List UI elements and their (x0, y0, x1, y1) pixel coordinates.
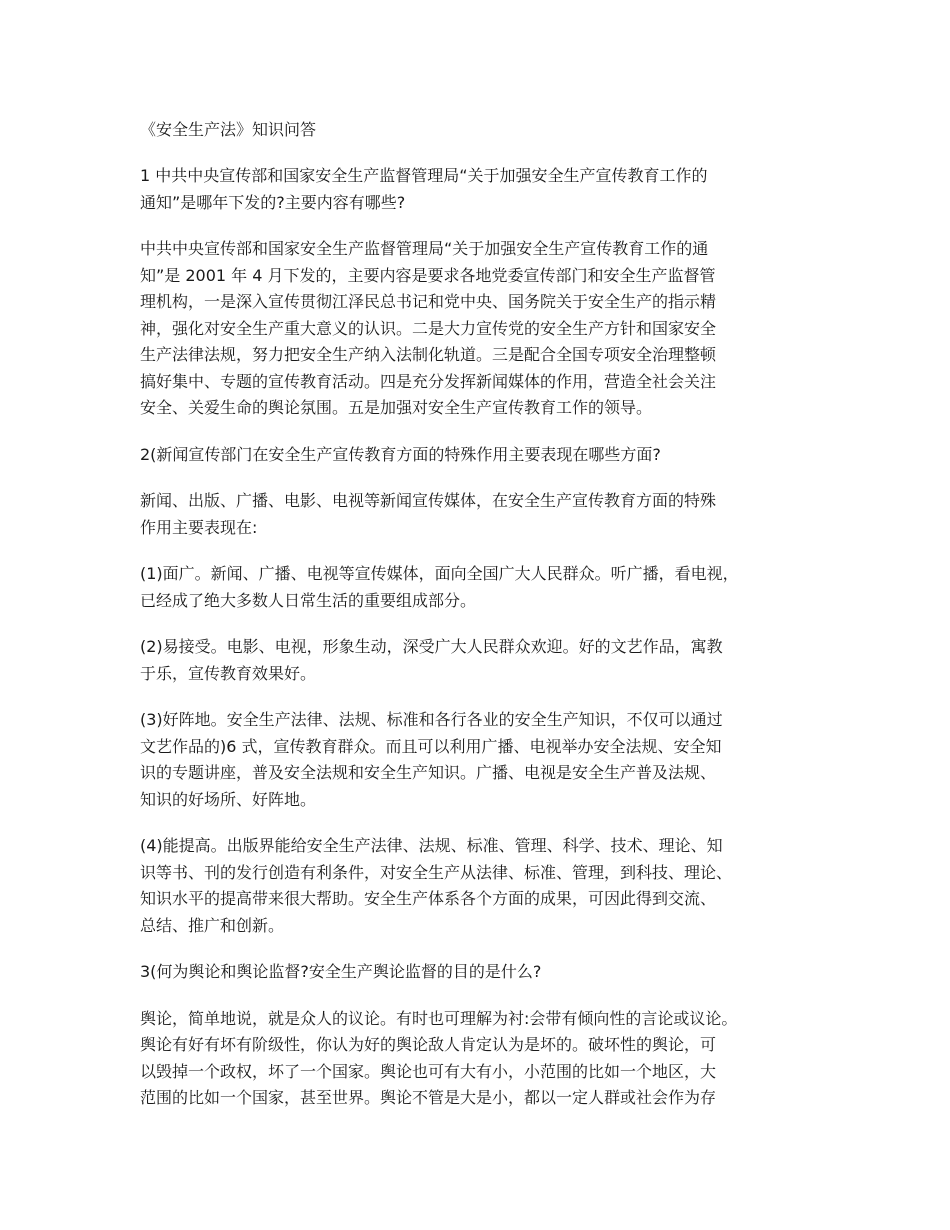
text-line: 已经成了绝大多数人日常生活的重要组成部分。 (140, 590, 477, 610)
text-line: 1 中共中央宣传部和国家安全生产监督管理局“关于加强安全生产宣传教育工作的 (140, 166, 708, 185)
text-line: 作用主要表现在: (140, 517, 258, 537)
text-line: 知识水平的提高带来很大帮助。安全生产体系各个方面的成果，可因此得到交流、 (140, 889, 717, 908)
text-line: (2)易接受。电影、电视，形象生动，深受广大人民群众欢迎。好的文艺作品，寓教 (140, 637, 723, 656)
text-line: 中共中央宣传部和国家安全生产监督管理局“关于加强安全生产宣传教育工作的通 (140, 239, 709, 258)
text-line: 3(何为舆论和舆论监督?安全生产舆论监督的目的是什么? (140, 962, 542, 981)
text-line: 理机构，一是深入宣传贯彻江泽民总书记和党中央、国务院关于安全生产的指示精 (140, 292, 717, 311)
text-line: 知识的好场所、好阵地。 (140, 789, 317, 809)
text-line: 识的专题讲座，普及安全法规和安全生产知识。广播、电视是安全生产普及法规、 (140, 763, 717, 782)
text-line: 范围的比如一个国家，甚至世界。舆论不管是大是小，都以一定人群或社会作为存 (140, 1088, 717, 1107)
text-line: 安全、关爱生命的舆论氛围。五是加强对安全生产宣传教育工作的领导。 (140, 398, 653, 417)
question-3 (140, 959, 830, 986)
answer-2-point-4 (140, 833, 830, 939)
text-line: 搞好集中、专题的宣传教育活动。四是充分发挥新闻媒体的作用，营造全社会关注 (140, 371, 717, 391)
document-title: 《安全生产法》知识问答 (140, 120, 317, 139)
question-1 (140, 163, 830, 216)
text-line: 新闻、出版、广播、电影、电视等新闻宣传媒体，在安全生产宣传教育方面的特殊 (140, 491, 717, 510)
text-line: 通知”是哪年下发的?主要内容有哪些? (140, 192, 406, 212)
text-line: (1)面广。新闻、广播、电视等宣传媒体，面向全国广大人民群众。听广播，看电视， (140, 564, 739, 583)
text-line: (3)好阵地。安全生产法律、法规、标准和各行各业的安全生产知识，不仅可以通过 (140, 710, 723, 729)
text-line: 舆论有好有坏有阶级性，你认为好的舆论敌人肯定认为是坏的。破坏性的舆论，可 (140, 1035, 717, 1054)
text-line: 舆论，简单地说，就是众人的议论。有时也可理解为衬:会带有倾向性的言论或议论。 (140, 1008, 738, 1028)
answer-2-intro (140, 488, 830, 541)
answer-3 (140, 1006, 830, 1112)
text-line: 2(新闻宣传部门在安全生产宣传教育方面的特殊作用主要表现在哪些方面? (140, 444, 661, 464)
text-line: 总结、推广和创新。 (140, 915, 285, 935)
text-line: 神，强化对安全生产重大意义的认识。二是大力宣传党的安全生产方针和国家安全 (140, 318, 717, 338)
text-line: (4)能提高。出版界能给安全生产法律、法规、标准、管理、科学、技术、理论、知 (140, 836, 723, 855)
text-line: 以毁掉一个政权，坏了一个国家。舆论也可有大有小，小范围的比如一个地区，大 (140, 1061, 717, 1081)
text-line: 识等书、刊的发行创造有利条件，对安全生产从法律、标准、管理，到科技、理论、 (140, 862, 733, 882)
text-line: 于乐，宣传教育效果好。 (140, 663, 317, 683)
answer-1 (140, 236, 830, 422)
question-2 (140, 442, 830, 469)
text-line: 生产法律法规，努力把安全生产纳入法制化轨道。三是配合全国专项安全治理整顿 (140, 345, 717, 364)
text-line: 文艺作品的)6 式，宣传教育群众。而且可以利用广播、电视举办安全法规、安全知 (140, 736, 722, 756)
answer-2-point-3 (140, 707, 830, 813)
text-line: 知”是 2001 年 4 月下发的，主要内容是要求各地党委宣传部门和安全生产监督管 (140, 265, 716, 285)
answer-2-point-2 (140, 634, 830, 687)
document-page (140, 117, 830, 1132)
answer-2-point-1 (140, 561, 830, 614)
